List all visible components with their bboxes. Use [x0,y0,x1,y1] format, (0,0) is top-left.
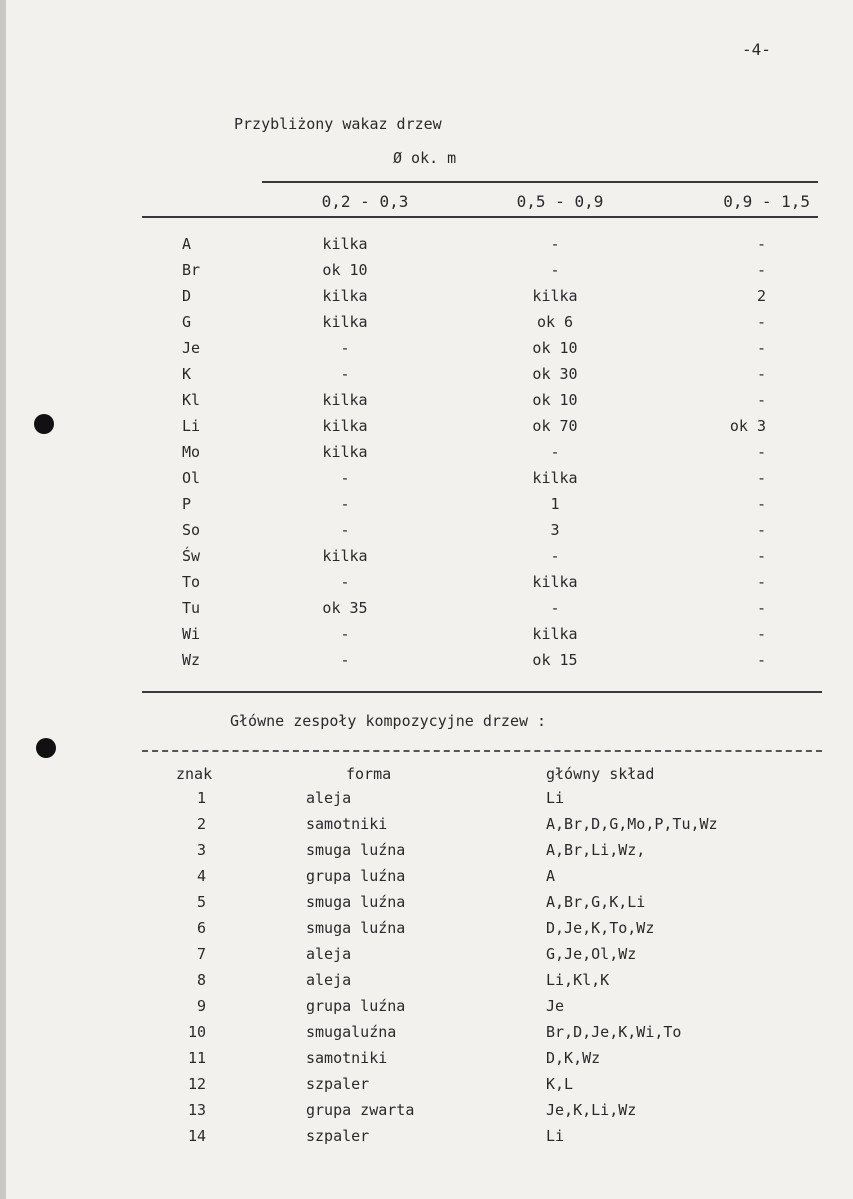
composition-label: D,Je,K,To,Wz [546,919,655,937]
form-label: aleja [306,789,352,807]
composition-label: Je [546,997,565,1015]
count-small: kilka [322,313,368,331]
count-small: kilka [322,547,368,565]
header-sign: znak [176,765,213,783]
sign-number: 10 [187,1023,206,1041]
count-medium: ok 10 [532,339,578,357]
sign-number: 4 [196,867,206,885]
form-label: smuga luźna [306,919,406,937]
count-small: kilka [322,443,368,461]
count-medium: ok 30 [532,365,578,383]
count-large: - [756,495,766,513]
count-medium: - [550,547,560,565]
sign-number: 3 [196,841,206,859]
sign-number: 12 [187,1075,206,1093]
section2-title: Główne zespoły kompozycyjne drzew : [230,712,547,730]
count-small: kilka [322,235,368,253]
count-medium: - [550,235,560,253]
species-code: Ol [182,469,201,487]
count-large: - [756,365,766,383]
col-header-2: 0,5 - 0,9 [516,192,604,211]
species-code: Kl [182,391,201,409]
form-label: samotniki [306,815,388,833]
form-label: samotniki [306,1049,388,1067]
count-large: - [756,625,766,643]
count-small: - [340,573,350,591]
count-medium: 1 [550,495,560,513]
count-large: - [756,339,766,357]
count-medium: ok 10 [532,391,578,409]
count-medium: kilka [532,573,578,591]
composition-label: Li,Kl,K [546,971,610,989]
count-large: 2 [756,287,766,305]
composition-label: K,L [546,1075,574,1093]
sign-number: 2 [196,815,206,833]
header-rule-top [262,181,818,183]
species-code: A [182,235,192,253]
species-code: D [182,287,192,305]
count-large: - [756,547,766,565]
composition-label: D,K,Wz [546,1049,601,1067]
count-medium: ok 15 [532,651,578,669]
punch-hole-bottom [36,738,56,758]
section1-title: Przybliżony wakaz drzew [234,115,442,133]
composition-label: A,Br,Li,Wz, [546,841,646,859]
count-large: - [756,313,766,331]
form-label: grupa luźna [306,997,406,1015]
composition-label: A,Br,D,G,Mo,P,Tu,Wz [546,815,718,833]
diameter-label: Ø ok. m [393,149,457,167]
count-large: - [756,391,766,409]
species-code: Św [182,547,201,565]
form-label: szpaler [306,1075,370,1093]
sign-number: 13 [187,1101,206,1119]
count-large: - [756,469,766,487]
count-small: kilka [322,417,368,435]
count-small: - [340,651,350,669]
header-composition: główny skład [546,765,655,783]
form-label: szpaler [306,1127,370,1145]
species-code: Wz [182,651,201,669]
page-number: -4- [742,40,771,59]
form-label: aleja [306,971,352,989]
count-large: - [756,235,766,253]
count-medium: - [550,599,560,617]
sign-number: 6 [196,919,206,937]
count-small: - [340,469,350,487]
sign-number: 1 [196,789,206,807]
count-medium: ok 70 [532,417,578,435]
count-medium: - [550,261,560,279]
species-code: P [182,495,192,513]
count-large: - [756,443,766,461]
composition-label: Je,K,Li,Wz [546,1101,637,1119]
count-small: - [340,625,350,643]
count-medium: kilka [532,625,578,643]
form-label: smuga luźna [306,841,406,859]
header-rule-bottom [142,216,818,218]
count-small: kilka [322,391,368,409]
page-edge-shadow [0,0,6,1199]
composition-label: G,Je,Ol,Wz [546,945,637,963]
species-code: Je [182,339,201,357]
count-large: - [756,521,766,539]
count-medium: 3 [550,521,560,539]
species-code: To [182,573,201,591]
count-small: - [340,365,350,383]
sign-number: 11 [187,1049,206,1067]
count-small: ok 35 [322,599,368,617]
composition-label: Br,D,Je,K,Wi,To [546,1023,682,1041]
count-medium: kilka [532,287,578,305]
count-large: - [756,651,766,669]
col-header-1: 0,2 - 0,3 [321,192,409,211]
form-label: smugaluźna [306,1023,397,1041]
section-divider [142,691,822,693]
composition-label: Li [546,789,565,807]
species-code: Wi [182,625,201,643]
composition-label: A [546,867,556,885]
col-header-3: 0,9 - 1,5 [723,192,810,211]
count-large: - [756,261,766,279]
count-small: - [340,521,350,539]
punch-hole-top [34,414,54,434]
header-form: forma [346,765,392,783]
count-small: - [340,339,350,357]
count-medium: ok 6 [536,313,574,331]
sign-number: 14 [187,1127,206,1145]
species-code: Li [182,417,201,435]
count-small: - [340,495,350,513]
form-label: grupa zwarta [306,1101,415,1119]
species-code: Mo [182,443,201,461]
species-code: So [182,521,201,539]
sign-number: 8 [196,971,206,989]
sign-number: 7 [196,945,206,963]
count-large: - [756,573,766,591]
species-code: G [182,313,192,331]
species-code: Br [182,261,201,279]
species-code: K [182,365,192,383]
count-large: ok 3 [729,417,766,435]
form-label: smuga luźna [306,893,406,911]
sign-number: 5 [196,893,206,911]
section2-header-rule [142,750,822,752]
form-label: grupa luźna [306,867,406,885]
count-medium: kilka [532,469,578,487]
count-medium: - [550,443,560,461]
form-label: aleja [306,945,352,963]
species-code: Tu [182,599,201,617]
composition-label: Li [546,1127,565,1145]
sign-number: 9 [196,997,206,1015]
count-large: - [756,599,766,617]
count-small: ok 10 [322,261,368,279]
composition-label: A,Br,G,K,Li [546,893,646,911]
count-small: kilka [322,287,368,305]
